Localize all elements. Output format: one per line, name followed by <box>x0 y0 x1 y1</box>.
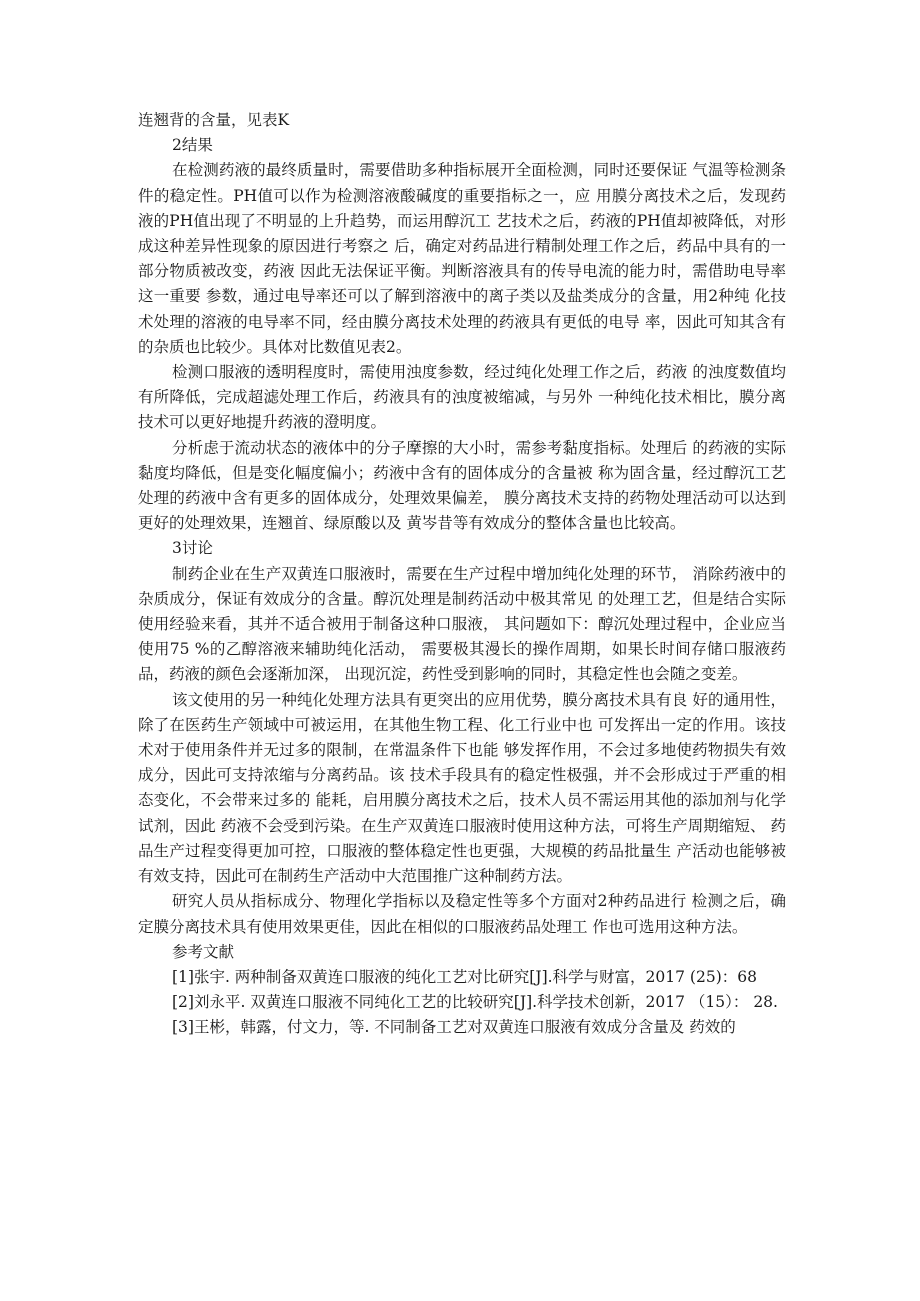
document-page <box>138 108 786 1041</box>
results-paragraph: 分析虑于流动状态的液体中的分子摩擦的大小时，需参考黏度指标。处理后 的药液的实际黏度均降低，但是变化幅度偏小；药液中含有的固体成分的含量被 称为固含量，经过醇沉工艺处理的药液中含有更多的固体成分，处理效果偏差， 膜分离技术支持的药物处理活动可以达到更好的处理效果，连翘首、绿原酸以及 黄岑昔等有效成分的整体含量也比较高。 <box>138 438 786 533</box>
results-paragraph: 在检测药液的最终质量时，需要借助多种指标展开全面检测，同时还要保证 气温等检测条件的稳定性。PH值可以作为检测溶液酸碱度的重要指标之一，应 用膜分离技术之后，发现药液的PH值出现了不明显的上升趋势，而运用醇沉工 艺技术之后，药液的PH值却被降低，对形成这种差异性现象的原因进行考察之 后，确定对药品进行精制处理工作之后，药品中具有的一部分物质被改变，药液 因此无法保证平衡。判断溶液具有的传导电流的能力时，需借助电导率这一重要 参数，通过电导率还可以了解到溶液中的离子类以及盐类成分的含量，用2种纯 化技术处理的溶液的电导率不同，经由膜分离技术处理的药液具有更低的电导 率，因此可知其含有的杂质也比较少。具体对比数值见表2。 <box>138 161 786 356</box>
discussion-paragraph: 该文使用的另一种纯化处理方法具有更突出的应用优势，膜分离技术具有良 好的通用性，除了在医药生产领域中可被运用，在其他生物工程、化工行业中也 可发挥出一定的作用。该技术对于使用条件并无过多的限制，在常温条件下也能 够发挥作用，不会过多地使药物损失有效成分，因此可支持浓缩与分离药品。该 技术手段具有的稳定性极强，并不会形成过于严重的相态变化，不会带来过多的 能耗，启用膜分离技术之后，技术人员不需运用其他的添加剂与化学试剂，因此 药液不会受到污染。在生产双黄连口服液时使用这种方法，可将生产周期缩短、 药品生产过程变得更加可控，口服液的整体稳定性也更强，大规模的药品批量生 产活动也能够被有效支持，因此可在制药生产活动中大范围推广这种制药方法。 <box>138 690 786 886</box>
references-heading: 参考文献 <box>172 942 235 961</box>
discussion-paragraph: 制药企业在生产双黄连口服液时，需要在生产过程中增加纯化处理的环节， 消除药液中的杂质成分，保证有效成分的含量。醇沉处理是制药活动中极其常见 的处理工艺，但是结合实际使用经验来看，其并不适合被用于制备这种口服液， 其问题如下：醇沉处理过程中，企业应当使用75 %的乙醇溶液来辅助纯化活动， 需要极其漫长的操作周期，如果长时间存储口服液药品，药液的颜色会逐渐加深， 出现沉淀，药性受到影响的同时，其稳定性也会随之变差。 <box>138 564 786 684</box>
reference-item: [3]王彬，韩露，付文力，等. 不同制备工艺对双黄连口服液有效成分含量及 药效的 <box>172 1018 736 1037</box>
section-3-heading: 3讨论 <box>172 539 213 558</box>
section-2-heading: 2结果 <box>172 136 213 155</box>
results-paragraph: 检测口服液的透明程度时，需使用浊度参数，经过纯化处理工作之后，药液 的浊度数值均有所降低，完成超滤处理工作后，药液具有的浊度被缩减，与另外 一种纯化技术相比，膜分离技术可以更好地提升药液的澄明度。 <box>138 363 786 432</box>
intro-line: 连翘背的含量，见表K <box>138 111 290 129</box>
reference-item: [1]张宇. 两种制备双黄连口服液的纯化工艺对比研究[J].科学与财富，2017 (25)：68 <box>172 967 757 986</box>
reference-item: [2]刘永平. 双黄连口服液不同纯化工艺的比较研究[J].科学技术创新，2017 （15）： 28. <box>172 993 778 1012</box>
discussion-paragraph: 研究人员从指标成分、物理化学指标以及稳定性等多个方面对2种药品进行 检测之后，确定膜分离技术具有使用效果更佳，因此在相似的口服液药品处理工 作也可选用这种方法。 <box>138 892 786 936</box>
